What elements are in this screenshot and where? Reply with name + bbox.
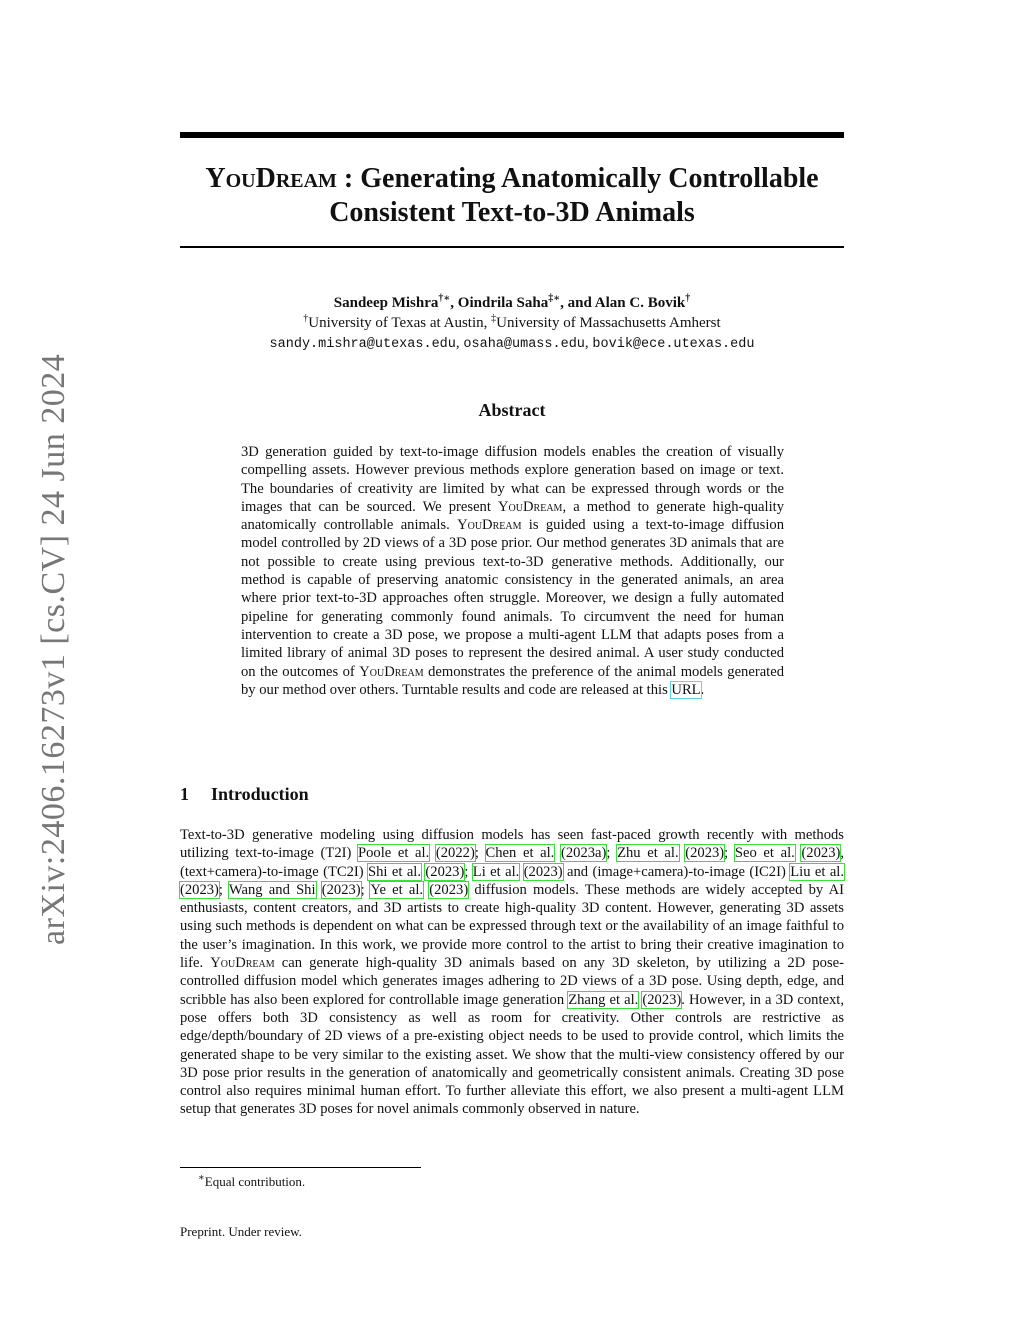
citation-link[interactable]: Li et al. xyxy=(472,863,520,880)
abstract-text-2: , a method to generate high-quality anatomically controllable animals. xyxy=(241,498,784,534)
citation-link[interactable]: Wang and Shi xyxy=(228,881,316,898)
author-2: Oindrila Saha xyxy=(457,295,549,311)
footnote-rule xyxy=(180,1167,421,1168)
paper-title xyxy=(150,162,874,230)
email-3[interactable]: bovik@ece.utexas.edu xyxy=(592,337,755,352)
system-name: YouDream xyxy=(210,955,275,972)
email-1[interactable]: sandy.mishra@utexas.edu xyxy=(269,337,456,352)
citation-year-link[interactable]: (2023a) xyxy=(560,845,607,862)
citation-year-link[interactable]: (2023) xyxy=(801,845,841,862)
title-bottom-rule xyxy=(180,246,844,248)
system-name: YouDream xyxy=(498,498,563,515)
citation-year-link[interactable]: (2023) xyxy=(685,845,725,862)
author-1-mark: †∗ xyxy=(438,293,451,304)
affiliation-1-mark: † xyxy=(303,313,309,324)
citation-year-link[interactable]: (2023) xyxy=(425,863,465,880)
authors-block xyxy=(180,293,844,355)
url-link[interactable]: URL xyxy=(671,681,701,698)
author-names: Sandeep Mishra†∗, Oindrila Saha‡∗, and Alan C. Bovik† xyxy=(333,293,691,311)
intro-text: and (image+camera)-to-image (IC2I) xyxy=(562,863,791,880)
citation-year-link[interactable]: (2023) xyxy=(321,881,361,898)
top-rule xyxy=(180,132,844,138)
intro-text: can generate high-quality 3D animals based on any 3D skeleton, by utilizing a 2D pose-controlled diffusion model which generates images adhering to 2D views of a 3D pose. Using depth, edge, and scribble has also been explored for controllable image generation xyxy=(180,955,844,1008)
author-2-mark: ‡∗ xyxy=(548,293,561,304)
abstract-heading: Abstract xyxy=(478,400,546,420)
intro-text: , (text+camera)-to-image (TC2I) xyxy=(180,845,845,880)
footnote-mark: ∗ xyxy=(198,1172,205,1184)
emails: sandy.mishra@utexas.edu, osaha@umass.edu, bovik@ece.utexas.edu xyxy=(269,335,755,352)
author-3-mark: † xyxy=(685,293,691,304)
intro-text: . However, in a 3D context, pose offers both 3D consistency as well as room for creativity. Other controls are restrictive as edge/depth/boundary of 2D views of a pre-existing object needs to be used to provide control, which limits the generated shape to be very similar to the existing asset. We show that the multi-view consistency offered by our 3D pose prior results in the generation of anatomically and geometrically consistent animals. Creating 3D pose control also requires minimal human effort. To further alleviate this effort, we also present a multi-agent LLM setup that generates 3D poses for novel animals commonly observed in nature. xyxy=(180,991,845,1118)
email-2[interactable]: osaha@umass.edu xyxy=(463,337,585,352)
section-heading xyxy=(180,784,309,805)
affiliation-2-mark: ‡ xyxy=(491,313,497,324)
citation-link[interactable]: Zhu et al. xyxy=(617,845,679,862)
abstract-end: . xyxy=(700,681,705,698)
abstract-text-3: is guided using a text-to-image diffusion model controlled by 2D views of a 3D pose prior. Our method generates 3D animals that are not possible to create using previous text-to-3D generative methods. Additionally, our method is capable of preserving anatomic consistency in the generated animals, an area where prior text-to-3D approaches often struggle. Moreover, we design a fully automated pipeline for generating commonly found animals. To circumvent the need for human intervention to create a 3D pose, we propose a multi-agent LLM that adapts poses from a limited library of animal 3D poses to represent the desired animal. A user study conducted on the outcomes of xyxy=(241,517,784,680)
abstract-text-4: demonstrates the preference of the animal models generated by our method over others. Turntable results and code are released at this xyxy=(241,663,784,698)
title-line2: Consistent Text-to-3D Animals xyxy=(329,197,695,228)
preprint-notice: Preprint. Under review. xyxy=(180,1224,302,1239)
intro-text: Text-to-3D generative modeling using diffusion models has seen fast-paced growth recently with methods utilizing text-to-image (T2I) xyxy=(180,827,844,862)
intro-text: diffusion models. These methods are widely accepted by AI enthusiasts, content creators, and 3D artists to create high-quality 3D content. However, generating 3D assets using such methods is dependent on what can be expressed through text or the availability of an image faithful to the user’s imagination. In this work, we provide more control to the artist to bring their creative imagination to life. xyxy=(180,881,844,972)
intro-paragraph: Text-to-3D generative modeling using diffusion models has seen fast-paced growth recently with methods utilizing text-to-image (T2I) Poole et al. (2022); Chen et al. (2023a); Zhu et al. (2023); Seo et al. (2023), (text+camera)-to-image (TC2I) Shi et al. (2023); Li et al. (2023) and (image+camera)-to-image (IC2I) Liu et al. (2023); Wang and Shi (2023); Ye et al. (2023) diffusion models. These methods are widely accepted by AI enthusiasts, content creators, and 3D artists to create high-quality 3D content. However, generating 3D assets using such methods is dependent on what can be expressed through text or the availability of an image faithful to the user’s imagination. In this work, we provide more control to the artist to bring their creative imagination to life. YouDream can generate high-quality 3D animals based on any 3D skeleton, by utilizing a 2D pose-controlled diffusion model which generates images adhering to 2D views of a 3D pose. Using depth, edge, and scribble has also been explored for controllable image generation Zhang et al. (2023). However, in a 3D context, pose offers both 3D consistency as well as room for creativity. Other controls are restrictive as edge/depth/boundary of 2D views of a pre-existing object needs to be used to provide control, which limits the generated shape to be very similar to the existing asset. We show that the multi-view consistency offered by our 3D pose prior results in the generation of anatomically and geometrically consistent animals. Creating 3D pose control also requires minimal human effort. To further alleviate this effort, we also present a multi-agent LLM setup that generates 3D poses for novel animals commonly observed in nature. xyxy=(180,827,845,1118)
title-system-name: YouDream xyxy=(205,163,337,194)
affiliation-1: University of Texas at Austin, xyxy=(308,315,492,331)
affiliation-2: University of Massachusetts Amherst xyxy=(496,315,721,331)
section-number: 1 xyxy=(180,784,189,804)
section-title: Introduction xyxy=(211,784,309,804)
arxiv-stamp: arXiv:2406.16273v1 [cs.CV] 24 Jun 2024 xyxy=(35,353,72,945)
affiliations xyxy=(180,313,844,333)
author-1: Sandeep Mishra xyxy=(333,295,439,311)
abstract-body xyxy=(241,443,784,699)
citation-link[interactable]: Zhang et al. xyxy=(568,991,639,1008)
footnote xyxy=(198,1173,305,1190)
citation-year-link[interactable]: (2023) xyxy=(642,991,682,1008)
citation-year-link[interactable]: (2023) xyxy=(523,863,563,880)
title-line1: : Generating Anatomically Controllable xyxy=(336,163,819,194)
system-name: YouDream xyxy=(359,663,424,680)
citation-year-link[interactable]: (2023) xyxy=(180,881,219,898)
citation-link[interactable]: Poole et al. xyxy=(357,845,430,862)
citation-link[interactable]: Liu et al. xyxy=(790,863,844,880)
footnote-text: Equal contribution. xyxy=(204,1174,306,1189)
citation-link[interactable]: Ye et al. xyxy=(370,881,424,898)
system-name: YouDream xyxy=(457,517,522,534)
author-3: Alan C. Bovik xyxy=(594,295,686,311)
citation-link[interactable]: Shi et al. xyxy=(368,863,421,880)
abstract-text-1: 3D generation guided by text-to-image diffusion models enables the creation of visually compelling assets. However previous methods explore generation based on image or text. The boundaries of creativity are limited by what can be expressed through words or the images that can be sourced. We present xyxy=(241,444,784,515)
citation-link[interactable]: Chen et al. xyxy=(485,845,555,862)
citation-year-link[interactable]: (2023) xyxy=(429,881,469,898)
citation-year-link[interactable]: (2022) xyxy=(435,845,475,862)
citation-link[interactable]: Seo et al. xyxy=(734,845,795,862)
author-separator: , and xyxy=(560,295,595,311)
